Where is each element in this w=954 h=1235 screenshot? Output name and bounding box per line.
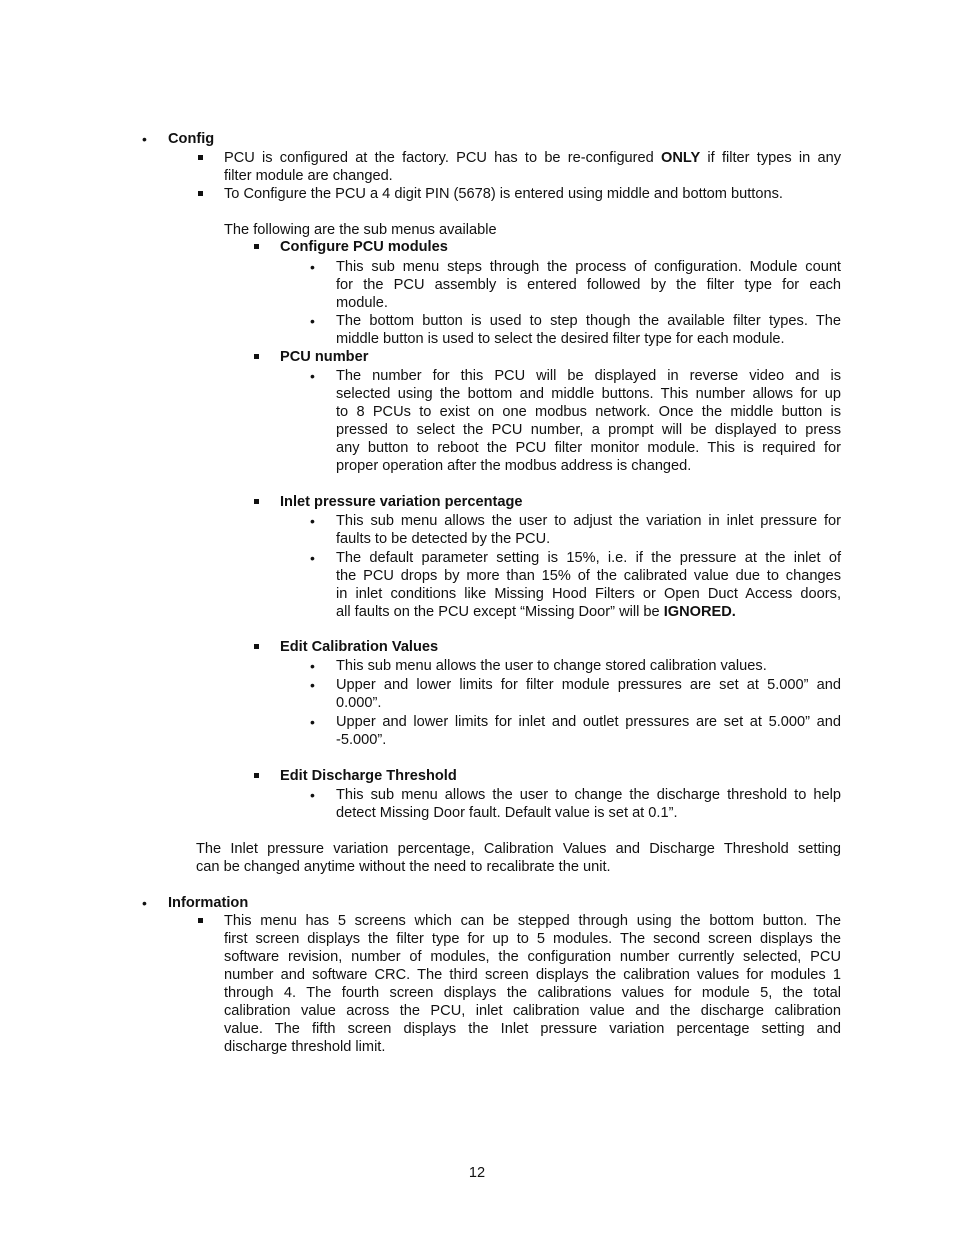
text-line: module. [336,295,388,311]
config-item-1-line-1: PCU is configured at the factory. PCU has to be re-configured ONLY if filter types in any [224,150,841,166]
text-line: selected using the bottom and middle buttons. This number allows for up [336,386,841,402]
text-line: software revision, number of modules, the configuration number currently selected, PCU [224,949,841,965]
text-line: faults to be detected by the PCU. [336,531,551,547]
item-bullet [198,918,203,923]
text-line: The bottom button is used to step though the available filter types. The [336,313,841,329]
text-line: through 4. The fourth screen displays the calibrations values for module 5, the total [224,985,841,1001]
sub-bullet: • [310,787,315,803]
section-bullet: • [142,895,147,911]
sub-bullet: • [310,550,315,566]
text-line: detect Missing Door fault. Default value is set at 0.1”. [336,805,678,821]
submenu-title-pcu-number: PCU number [280,349,369,365]
text-line: Upper and lower limits for inlet and outlet pressures are set at 5.000” and [336,714,841,730]
submenu-bullet [254,499,259,504]
submenu-title-edit-calibration-values: Edit Calibration Values [280,639,439,655]
text-line: The default parameter setting is 15%, i.e. if the pressure at the inlet of [336,550,841,566]
text-line: for the PCU assembly is entered followed by the filter type for each [336,277,841,293]
sub-bullet: • [310,259,315,275]
text-line: the PCU drops by more than 15% of the calibrated value due to changes [336,568,841,584]
submenu-bullet [254,354,259,359]
text-line: calibration value across the PCU, inlet calibration value and the discharge calibration [224,1003,841,1019]
text-line: number and software CRC. The third screen displays the calibration values for modules 1 [224,967,841,983]
sub-bullet: • [310,313,315,329]
text-line: all faults on the PCU except “Missing Door” will be IGNORED. [336,604,736,620]
text-line: middle button is used to select the desired filter type for each module. [336,331,785,347]
config-note-line-2: can be changed anytime without the need to recalibrate the unit. [196,859,611,875]
text-line: to 8 PCUs to exist on one modbus network. Once the middle button is [336,404,841,420]
text-line: This sub menu steps through the process of configuration. Module count [336,259,841,275]
text-line: proper operation after the modbus address is changed. [336,458,692,474]
ignored-emphasis: IGNORED. [663,604,736,620]
sub-bullet: • [310,714,315,730]
sub-bullet: • [310,368,315,384]
text-line: in inlet conditions like Missing Hood Filters or Open Duct Access doors, [336,586,841,602]
text-line: value. The fifth screen displays the Inlet pressure variation percentage setting and [224,1021,841,1037]
information-heading: Information [168,895,249,911]
text-line: This menu has 5 screens which can be stepped through using the bottom button. The [224,913,841,929]
text-line: 0.000”. [336,695,382,711]
section-bullet: • [142,131,147,147]
sub-bullet: • [310,677,315,693]
text-line: This sub menu allows the user to change the discharge threshold to help [336,787,841,803]
text-line: first screen displays the filter type for up to 5 modules. The second screen displays the [224,931,841,947]
text-line: This sub menu allows the user to change stored calibration values. [336,658,767,674]
text-line: discharge threshold limit. [224,1039,386,1055]
sub-bullet: • [310,513,315,529]
submenu-title-edit-discharge-threshold: Edit Discharge Threshold [280,768,457,784]
text-line: pressed to select the PCU number, a prompt will be displayed to press [336,422,841,438]
submenu-bullet [254,773,259,778]
page-number: 12 [468,1165,486,1181]
text-line: Upper and lower limits for filter module pressures are set at 5.000” and [336,677,841,693]
item-bullet [198,191,203,196]
config-heading: Config [168,131,215,147]
submenu-bullet [254,244,259,249]
text-line: -5.000”. [336,732,387,748]
config-item-2: To Configure the PCU a 4 digit PIN (5678) is entered using middle and bottom buttons. [224,186,783,202]
text-line: The number for this PCU will be displayed in reverse video and is [336,368,841,384]
submenu-title-configure-pcu-modules: Configure PCU modules [280,239,448,255]
submenu-title-inlet-pressure-variation: Inlet pressure variation percentage [280,494,523,510]
item-bullet [198,155,203,160]
config-item-1-line-2: filter module are changed. [224,168,393,184]
submenus-intro: The following are the sub menus available [224,222,497,238]
submenu-bullet [254,644,259,649]
sub-bullet: • [310,658,315,674]
config-note-line-1: The Inlet pressure variation percentage, Calibration Values and Discharge Threshold setting [196,841,841,857]
text-line: any button to reboot the PCU filter monitor module. This is required for [336,440,841,456]
text-line: This sub menu allows the user to adjust the variation in inlet pressure for [336,513,841,529]
